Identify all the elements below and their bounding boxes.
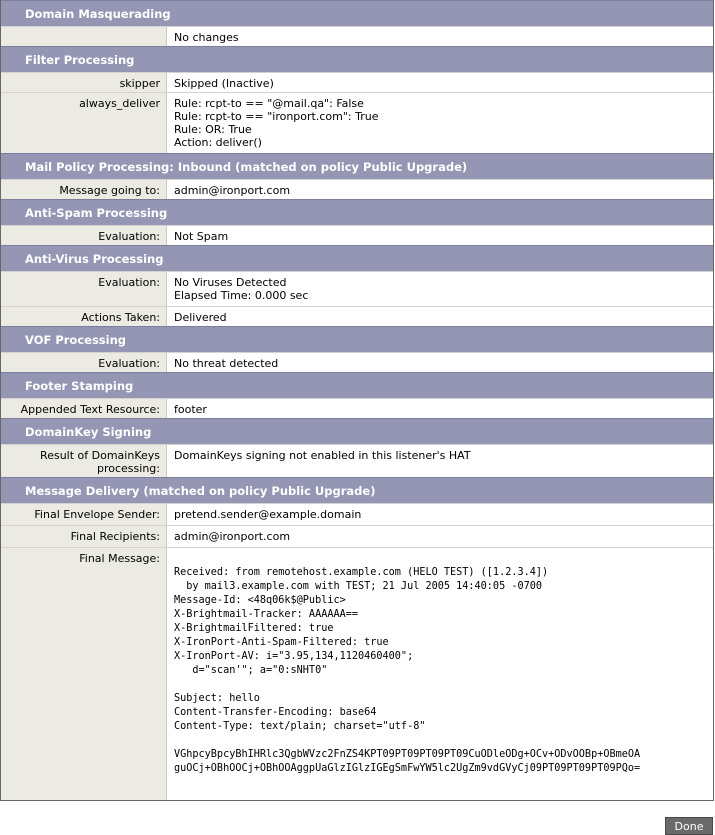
rule-line: Rule: rcpt-to == "ironport.com": True <box>174 110 379 123</box>
row-spam-evaluation <box>1 225 713 245</box>
rule-line: Rule: rcpt-to == "@mail.qa": False <box>174 97 364 110</box>
section-anti-spam <box>1 199 713 225</box>
row-label: skipper <box>1 73 167 92</box>
row-envelope-sender <box>1 503 713 525</box>
row-label: Message going to: <box>1 180 167 199</box>
row-masquerading <box>1 26 713 46</box>
section-anti-virus <box>1 245 713 271</box>
section-title: Anti-Virus Processing <box>25 252 164 266</box>
row-av-evaluation <box>1 271 713 306</box>
row-label: Evaluation: <box>1 272 167 306</box>
row-vof-evaluation <box>1 352 713 372</box>
section-footer-stamping <box>1 372 713 398</box>
row-value: Skipped (Inactive) <box>167 73 713 92</box>
row-label: Final Message: <box>1 548 167 800</box>
row-value: Not Spam <box>167 226 713 245</box>
row-value: footer <box>167 399 713 418</box>
row-final-recipients <box>1 525 713 547</box>
row-av-actions <box>1 306 713 326</box>
rule-line: Action: deliver() <box>174 136 262 149</box>
row-label <box>1 27 167 46</box>
section-filter-processing <box>1 46 713 72</box>
row-label: Final Envelope Sender: <box>1 504 167 525</box>
av-line: No Viruses Detected <box>174 276 287 289</box>
section-title: Domain Masquerading <box>25 7 171 21</box>
row-value: No changes <box>167 27 713 46</box>
section-vof <box>1 326 713 352</box>
section-domain-masquerading <box>1 0 713 26</box>
row-always-deliver <box>1 92 713 153</box>
section-title: Message Delivery (matched on policy Public Upgrade) <box>25 484 376 498</box>
row-skipper <box>1 72 713 92</box>
label-line: Result of DomainKeys <box>40 449 160 462</box>
row-dk-result <box>1 444 713 477</box>
label-line: processing: <box>97 462 160 475</box>
final-message-body: Received: from remotehost.example.com (HELO TEST) ([1.2.3.4]) by mail3.example.com with TEST; 21 Jul 2005 14:40:05 -0700 Message-Id: <48q06k$@Public> X-Brightmail-Tracker: AAAAAA== X-BrightmailFiltered: true X-IronPort-Anti-Spam-Filtered: true X-IronPort-AV: i="3.95,134,1120460400"; d="scan'"; a="0:sNHT0" Subject: hello Content-Transfer-Encoding: base64 Content-Type: text/plain; charset="utf-8" VGhpcyBpcyBhIHRlc3QgbWVzc2FnZS4KPT09PT09PT09PT09CuODleODg+OCv+ODvOOBp+OBmeOA guOCj+OBhOOCj+OBhOOAggpUaGlzIGlzIGEgSmFwYW5lc2UgZm9vdGVyCj09PT09PT09PT09PQo= <box>174 567 641 774</box>
row-label: always_deliver <box>1 93 167 153</box>
row-label: Appended Text Resource: <box>1 399 167 418</box>
row-value <box>167 272 713 306</box>
row-appended-text <box>1 398 713 418</box>
row-label: Evaluation: <box>1 226 167 245</box>
row-value <box>167 93 713 153</box>
done-button[interactable]: Done <box>665 817 713 835</box>
section-title: Filter Processing <box>25 53 135 67</box>
row-value: pretend.sender@example.domain <box>167 504 713 525</box>
section-title: Anti-Spam Processing <box>25 206 168 220</box>
row-value <box>167 548 713 800</box>
row-going-to <box>1 179 713 199</box>
row-value: admin@ironport.com <box>167 180 713 199</box>
row-value: Delivered <box>167 307 713 326</box>
row-label <box>1 445 167 477</box>
section-message-delivery <box>1 477 713 503</box>
av-line: Elapsed Time: 0.000 sec <box>174 289 309 302</box>
row-label: Evaluation: <box>1 353 167 372</box>
row-final-message <box>1 547 713 800</box>
row-label: Actions Taken: <box>1 307 167 326</box>
row-label: Final Recipients: <box>1 526 167 547</box>
section-title: Footer Stamping <box>25 379 134 393</box>
rule-line: Rule: OR: True <box>174 123 252 136</box>
row-value: admin@ironport.com <box>167 526 713 547</box>
row-value: DomainKeys signing not enabled in this listener's HAT <box>167 445 713 477</box>
row-value: No threat detected <box>167 353 713 372</box>
section-title: VOF Processing <box>25 333 127 347</box>
section-domainkey <box>1 418 713 444</box>
section-mail-policy <box>1 153 713 179</box>
section-title: DomainKey Signing <box>25 425 152 439</box>
section-title: Mail Policy Processing: Inbound (matched on policy Public Upgrade) <box>25 160 468 174</box>
